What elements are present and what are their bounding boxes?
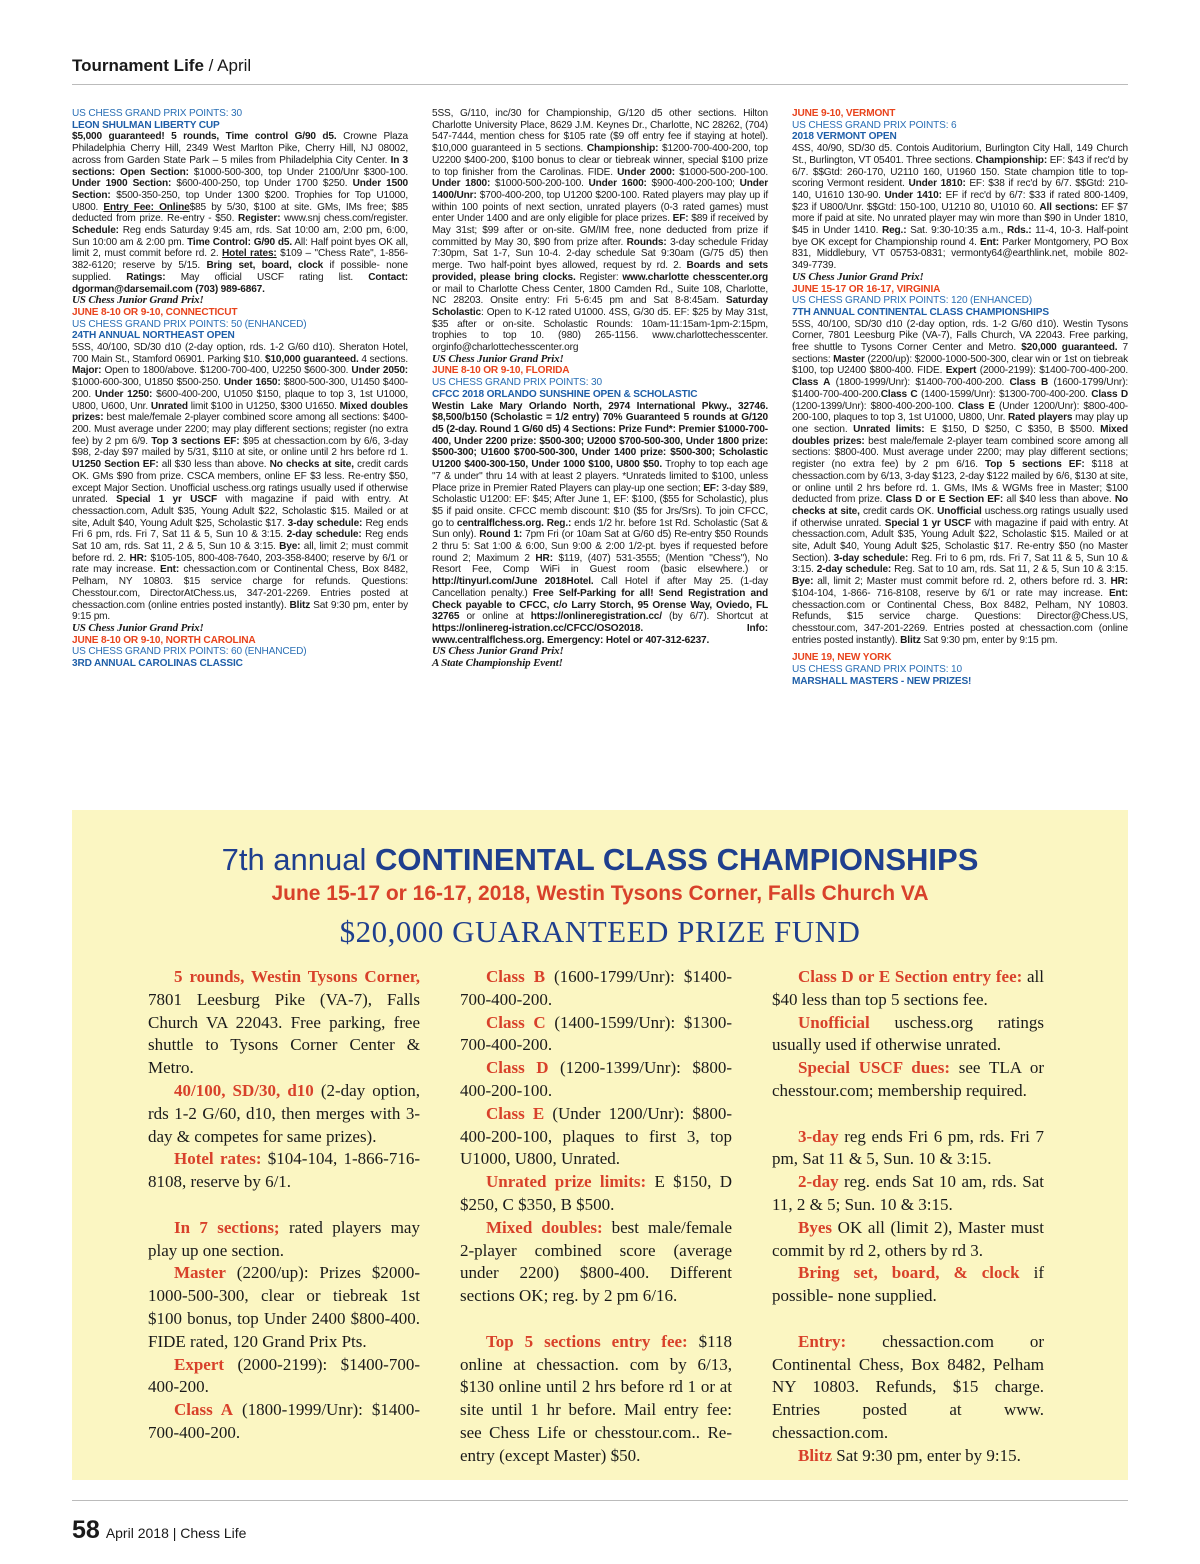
event-date: JUNE 8-10 OR 9-10, CONNECTICUT: [72, 306, 238, 318]
event-continental-class: [792, 272, 1128, 647]
event-title: LEON SHULMAN LIBERTY CUP: [72, 119, 220, 131]
event-title: CFCC 2018 ORLANDO SUNSHINE OPEN & SCHOLASTIC: [432, 388, 698, 400]
ad-paragraph: Entry: chessaction.com or Continental Chess, Box 8482, Pelham NY 10803. Refunds, $15 charge. Entries posted at www. chessaction.com.: [772, 1331, 1044, 1442]
ad-paragraph: Class B (1600-1799/Unr): $1400-700-400-200.: [460, 967, 733, 1009]
ad-prize-fund: $20,000 GUARANTEED PRIZE FUND: [339, 914, 861, 949]
ad-column-3: [772, 966, 1044, 1468]
junior-gp-label: US Chess Junior Grand Prix!: [72, 621, 204, 634]
ad-paragraph: Special USCF dues: see TLA or chesstour.com; membership required.: [772, 1058, 1044, 1100]
ad-paragraph: Class D or E Section entry fee: all $40 less than top 5 sections fee.: [772, 967, 1044, 1009]
section-title: Tournament Life: [72, 56, 204, 75]
ad-paragraph: Master (2200/up): Prizes $2000-1000-500-300, clear or tiebreak 1st $100 bonus, top Under 2400 $800-400. FIDE rated, 120 Grand Prix Pts.: [148, 1263, 420, 1351]
ad-subheadline: June 15-17 or 16-17, 2018, Westin Tysons Corner, Falls Church VA: [271, 882, 929, 905]
event-details: 5SS, G/110, inc/30 for Championship, G/120 d5 other sections. Hilton Charlotte University Place, 8629 J.M. Keynes Dr., Charlotte, NC 28262, (704) 547-7444, mention chess for $105 rate ($9 off entry fee if staying at hotel). $10,000 guaranteed in 5 sections. Championship: $1200-700-400-200, top U2200 $400-200, $100 bonus to clear or tiebreak winner, special $100 prize to top finisher from the Carolinas. FIDE. Under 2000: $1000-500-200-100. Under 1800: $1000-500-200-100. Under 1600: $900-400-200-100; Under 1400/Unr: $700-400-200, top U1200 $200-100. Rated players may play up if within 100 points of next section, unrated players (0-3 rated games) must enter Under 1400 and are only eligible for place prizes. EF: $89 if received by May 31st; $99 after or on-site. GM/IM free, none deducted from prize if committed by May 30, $90 from prize after. Rounds: 3-day schedule Friday 7:30pm, Sat 1-7, Sun 10-4. 2-day schedule Sat 9:30am (G/75 d5) then merge. Two half-point byes allowed, request by rd. 2. Boards and sets provided, please bring clocks. Register: www.charlotte chesscenter.org or mail to Charlotte Chess Center, 1800 Camden Rd., Suite 108, Charlotte, NC 28203. Onsite entry: Fri 5-6:45 pm and Sat 8-8:45am. Saturday Scholastic: Open to K-12 rated U1000. 4SS, G/30 d5. EF: $25 by May 31st, $35 after or on-site. Scholastic Rounds: 10am-11:15am-1pm-2:15pm, trophies to top 10. (980) 265-1156. www.charlottechesscenter. orginfo@charlottechesscenter.org: [432, 108, 769, 354]
event-orlando-sunshine: [432, 354, 768, 647]
ad-column-1: [148, 966, 420, 1445]
issue-date: April 2018: [105, 1525, 169, 1541]
gp-points: US CHESS GRAND PRIX POINTS: 6: [792, 119, 957, 131]
ad-paragraph: Mixed doubles: best male/female 2-player combined score (average under 2200) $800-400. Different sections OK; reg. by 2 pm 6/16.: [460, 1217, 732, 1306]
event-date: JUNE 19, NEW YORK: [792, 652, 892, 664]
event-marshall-masters: [792, 652, 1128, 687]
event-date: JUNE 8-10 OR 9-10, NORTH CAROLINA: [72, 634, 256, 646]
ad-headline: 7th annual CONTINENTAL CLASS CHAMPIONSHIPS: [221, 842, 979, 877]
junior-gp-label: US Chess Junior Grand Prix!: [432, 645, 564, 658]
ad-paragraph: Expert (2000-2199): $1400-700-400-200.: [148, 1354, 420, 1397]
ad-paragraph: Bring set, board, & clock if possible- none supplied.: [772, 1263, 1044, 1306]
event-carolinas-classic-cont: [432, 108, 768, 354]
event-date: JUNE 8-10 OR 9-10, FLORIDA: [432, 365, 570, 377]
listing-column-1: [72, 108, 408, 670]
event-title: 7TH ANNUAL CONTINENTAL CLASS CHAMPIONSHIPS: [792, 306, 1049, 318]
event-title: 24TH ANNUAL NORTHEAST OPEN: [72, 330, 235, 342]
ad-paragraph: Hotel rates: $104-104, 1-866-716-8108, reserve by 6/1.: [148, 1149, 420, 1192]
event-title: 3RD ANNUAL CAROLINAS CLASSIC: [72, 658, 243, 670]
state-championship-label: A State Championship Event!: [432, 657, 563, 670]
ad-paragraph: 5 rounds, Westin Tysons Corner, 7801 Leesburg Pike (VA-7), Falls Church VA 22043. Free parking, free shuttle to Tysons Corner Center & Metro.: [148, 967, 420, 1078]
ad-paragraph: 3-day reg ends Fri 6 pm, rds. Fri 7 pm, Sat 11 & 5, Sun. 10 & 3:15.: [772, 1126, 1044, 1169]
ad-paragraph: Class A (1800-1999/Unr): $1400-700-400-200.: [148, 1400, 421, 1442]
junior-gp-label: US Chess Junior Grand Prix!: [792, 270, 924, 283]
ad-column-2: [460, 966, 732, 1468]
event-date: JUNE 15-17 OR 16-17, VIRGINIA: [792, 283, 941, 295]
footer-separator: |: [168, 1525, 181, 1541]
header-separator: /: [203, 56, 218, 75]
gp-points: US CHESS GRAND PRIX POINTS: 30: [72, 108, 242, 119]
footer-divider: [72, 1500, 1128, 1501]
event-vermont-open: [792, 108, 1128, 272]
ad-paragraph: 40/100, SD/30, d10 (2-day option, rds 1-2 G/60, d10, then merges with 3-day & competes for same prizes).: [148, 1080, 420, 1146]
event-northeast-open: [72, 295, 408, 623]
gp-points: US CHESS GRAND PRIX POINTS: 50 (ENHANCED): [72, 318, 307, 330]
ad-paragraph: Class E (Under 1200/Unr): $800-400-200-100, plaques to first 3, top U1000, U800, Unrated.: [460, 1103, 732, 1169]
ad-paragraph: Byes OK all (limit 2), Master must commit by rd 2, others by rd 3.: [772, 1217, 1044, 1260]
ad-paragraph: Unrated prize limits: E $150, D $250, C $350, B $500.: [460, 1172, 732, 1214]
ad-paragraph: Unofficial uschess.org ratings usually used if otherwise unrated.: [772, 1012, 1044, 1055]
event-details: 5SS, 40/100, SD/30 d10 (2-day option, rds. 1-2 G/60 d10). Westin Tysons Corner, 7801 Leesburg Pike (VA-7), Falls Church, VA 22043. Free parking, free shuttle to Tysons Corner Center and Metro. $20,000 guaranteed. 7 sections: Master (2200/up): $2000-1000-500-300, clear win or 1st on tiebreak $100, top U2400 $800-400. FIDE. Expert (2000-2199): $1400-700-400-200. Class A (1800-1999/Unr): $1400-700-400-200. Class B (1600-1799/Unr): $1400-700-400-200.Class C (1400-1599/Unr): $1300-700-400-200. Class D (1200-1399/Unr): $800-400-200-100. Class E (Under 1200/Unr): $800-400-200-100, plaques to top 3, 1st U1000, U800, Unr. Rated players may play up one section. Unrated limits: E $150, D $250, C $350, B $500. Mixed doubles prizes: best male/female 2-player team combined score among all sections: $800-400. Must average under 2200; may play different sections; register (no extra fee) by 2 pm 6/16. Top 5 sections EF: $118 at chessaction.com by 6/13, 3-day $123, 2-day $122 mailed by 6/6, $130 at site, or online until 2 hrs before rd. 1. GMs, IMs & WGMs free in Master; $100 deducted from prize. Class D or E Section EF: all $40 less than above. No checks at site, credit cards OK. Unofficial uschess.org ratings usually used if otherwise unrated. Special 1 yr USCF with magazine if paid with entry. At chessaction.com, Adult $35, Young Adult $22, Scholastic $15. Mailed or at site, Adult $40, Young Adult $25, Scholastic $17. Re-entry $50 (no Master Section). 3-day schedule: Reg. Fri to 6 pm, rds. Fri 7, Sat 11 & 5, Sun 10 & 3:15. 2-day schedule: Reg. Sat to 10 am, rds. Sat 11, 2 & 5, Sun 10 & 3:15. Bye: all, limit 2; Master must commit before rd. 2, others before rd. 3. HR: $104-104, 1-866- 716-8108, reserve by 6/1 or rate may increase. Ent: chessaction.com or Continental Chess, Box 8482, Pelham, NY 10803. Refunds, $15 service charge. Questions: Director@Chess.US, chesstour.com, 347-201-2269. Entries posted at chessaction.com (online entries posted instantly). Blitz Sat 9:30 pm, enter by 9:15 pm.: [792, 318, 1129, 646]
ad-paragraph: Class C (1400-1599/Unr): $1300-700-400-200.: [460, 1012, 733, 1055]
event-details: 5SS, 40/100, SD/30 d10 (2-day option, rds. 1-2 G/60 d10). Sheraton Hotel, 700 Main St., Stamford 06901. Parking $10. $10,000 guaranteed. 4 sections. Major: Open to 1800/above. $1200-700-400, U2250 $600-300. Under 2050: $1000-600-300, U1850 $500-250. Under 1650: $800-500-300, U1450 $400-200. Under 1250: $600-400-200, U1050 $150, plaque to top 3, 1st U1000, U800, U600, Unr. Unrated limit $100 in U1250, $300 U1650. Mixed doubles prizes: best male/female 2-player combined score among all sections: $400-200. Must average under 2200; may play different sections; register (no extra fee) by 2 pm 6/9. Top 3 sections EF: $95 at chessaction.com by 6/6, 3-day $98, 2-day $97 mailed by 5/31, $110 at site, or online until 2 hrs before rd 1. U1250 Section EF: all $30 less than above. No checks at site, credit cards OK. GMs $90 from prize. CSCA members, online EF $3 less. Re-entry $50, except Major Section. Unofficial uschess.org ratings usually used if otherwise unrated. Special 1 yr USCF with magazine if paid with entry. At chessaction.com, Adult $35, Young Adult $22, Scholastic $15. Mailed or at site, Adult $40, Young Adult $25, Scholastic $17. 3-day schedule: Reg ends Fri 6 pm, rds. Fri 7, Sat 11 & 5, Sun 10 & 3:15. 2-day schedule: Reg ends Sat 10 am, rds. Sat 11, 2 & 5, Sun 10 & 3:15. Bye: all, limit 2; must commit before rd. 2. HR: $105-105, 800-408-7640, 203-358-8400; reserve by 6/1 or rate may increase. Ent: chessaction.com or Continental Chess, Box 8482, Pelham, NY 10803. $15 service charge for refunds. Questions: Chesstour.com, DirectorAtChess.us, 347-201-2269. Entries posted at chessaction.com (online entries posted instantly). Blitz Sat 9:30 pm, enter by 9:15 pm.: [72, 342, 409, 623]
gp-points: US CHESS GRAND PRIX POINTS: 120 (ENHANCED): [792, 295, 1032, 307]
header-month: April: [217, 56, 252, 75]
magazine-name: Chess Life: [180, 1525, 247, 1541]
page-header: [72, 56, 1128, 84]
gp-points: US CHESS GRAND PRIX POINTS: 10: [792, 664, 962, 676]
ad-paragraph: In 7 sections; rated players may play up one section.: [148, 1217, 420, 1260]
junior-gp-label: US Chess Junior Grand Prix!: [72, 294, 204, 307]
ad-paragraph: Blitz Sat 9:30 pm, enter by 9:15.: [798, 1445, 1021, 1465]
header-divider: [72, 84, 1128, 85]
page-number: 58: [72, 1516, 100, 1544]
listing-column-2: [432, 108, 768, 670]
listing-column-3: [792, 108, 1128, 687]
event-carolinas-classic: [72, 623, 408, 670]
junior-gp-label: US Chess Junior Grand Prix!: [432, 352, 564, 365]
event-leon-shulman: [72, 108, 408, 295]
event-date: JUNE 9-10, VERMONT: [792, 108, 896, 119]
gp-points: US CHESS GRAND PRIX POINTS: 30: [432, 377, 602, 389]
event-next-fl: [432, 646, 768, 669]
event-title: 2018 VERMONT OPEN: [792, 131, 897, 143]
event-details: $5,000 guaranteed! 5 rounds, Time control G/90 d5. Crowne Plaza Philadelphia Cherry Hill, 2349 West Marlton Pike, Cherry Hill, NJ 08002, across from Garden State Park – 5 miles from Philadelphia City Center. In 3 sections: Open Section: $1000-500-300, top Under 2100/Unr $300-100. Under 1900 Section: $600-400-250, top Under 1700 $250. Under 1500 Section: $500-350-250, top Under 1300 $200. Trophies for Top U1000, U800. Entry Fee: Online$85 by 5/30, $100 at site. GMs, IMs free; $85 deducted from prize. Re-entry - $50. Register: www.snj chess.com/register. Schedule: Reg ends Saturday 9:45 am, rds. Sat 10:00 am, 2:00 pm, 6:00, Sun 10:00 am & 2:00 pm. Time Control: G/90 d5. All: Half point byes OK all, limit 2, must commit before rd. 2. Hotel rates: $109 – "Chess Rate", 1-856-382-6120; reserve by 5/15. Bring set, board, clock if possible- none supplied. Ratings: May official USCF rating list. Contact: dgorman@darsemail.com (703) 989-6867.: [72, 131, 409, 295]
ad-paragraph: Top 5 sections entry fee: $118 online at chessaction. com by 6/13, $130 online until 2 hrs before rd 1 or at site until 1 hr before. Mail entry fee: see Chess Life or chesstour.com.. Re-entry (except Master) $50.: [460, 1331, 732, 1465]
page-footer: [72, 1516, 672, 1544]
continental-class-ad: [72, 810, 1128, 1480]
event-details: Westin Lake Mary Orlando North, 2974 International Pkwy., 32746. $8,500/b150 (Scholastic = 1/2 entry) 70% Guaranteed 5 rounds at G/120 d5 (2-day. Round 1 G/60 d5) 4 Sections: Prize Fund*: Premier $1000-700-400, Under 2200 prize: $500-300; U2000 $700-500-300, Under 1800 prize: $500-300; U1600 $700-500-300, Under 1400 prize: $500-300; Scholastic U1200 $400-300-150, Under 1000 $100, U800 $50. Trophy to top each age "7 & under" thru 14 with at least 2 players. *Unrateds limited to $100, unless Place prize in Premier Rated Players can play-up one section; EF: 3-day $89, Scholastic U1200: EF: $45; After June 1, EF: $100, ($55 for Scholastic), plus $5 if paid onsite. CFCC memb discount: $10 ($5 for Jrs/Srs). To join CFCC, go to centralflchess.org. Reg.: ends 1/2 hr. before 1st Rd. Scholastic (Sat & Sun only). Round 1: 7pm Fri (or 10am Sat at G/60 d5) Re-entry $50 Rounds 2 thru 5: Sat 1:00 & 6:00, Sun 9:00 & 2:00 1/2-pt. byes if requested before round 2; Maximum 2 HR: $119, (407) 531-3555; (Mention "Chess"), No Resort Fee, Comp WiFi in Guest room (basic elsewhere.) or http://tinyurl.com/June 2018Hotel. Call Hotel if after May 25. (1-day Cancellation penalty.) Free Self-Parking for all! Send Registration and Check payable to CFCC, c/o Larry Storch, 95 Orense Way, Oviedo, FL 32765 or online at https://onlineregistration.cc/ (by 6/7). Shortcut at https://onlinereg-istration.cc/CFCC/OSO2018. Info: www.centralflchess.org. Emergency: Hotel or 407-312-6237.: [432, 400, 769, 646]
ad-paragraph: Class D (1200-1399/Unr): $800-400-200-100.: [460, 1058, 732, 1100]
event-details: 4SS, 40/90, SD/30 d5. Contois Auditorium, Burlington City Hall, 149 Church St., Burlington, VT 05401. Three sections. Championship: EF: $43 if rec'd by 6/7. $$Gtd: 260-170, U2110 160, U1960 150. State champion title to top-scoring Vermont resident. Under 1810: EF: $38 if rec'd by 6/7. $$Gtd: 210-140, U1610 130-90. Under 1410: EF if rec'd by 6/7: $33 if rated 800-1409, $23 if U800/Unr. $$Gtd: 150-100, U1210 80, U1010 60. All sections: EF $7 more if paid at site. No unrated player may win more than $90 in Under 1810, $45 in Under 1410. Reg.: Sat. 9:30-10:35 a.m., Rds.: 11-4, 10-3. Half-point bye OK except for Championship round 4. Ent: Parker Montgomery, PO Box 831, Middlebury, VT 05753-0831; vermonty64@earthlink.net, mobile 802-349-7739.: [792, 143, 1128, 272]
ad-paragraph: 2-day reg. ends Sat 10 am, rds. Sat 11, 2 & 5; Sun. 10 & 3:15.: [772, 1172, 1044, 1214]
event-title: MARSHALL MASTERS - NEW PRIZES!: [792, 675, 972, 687]
gp-points: US CHESS GRAND PRIX POINTS: 60 (ENHANCED): [72, 646, 307, 658]
